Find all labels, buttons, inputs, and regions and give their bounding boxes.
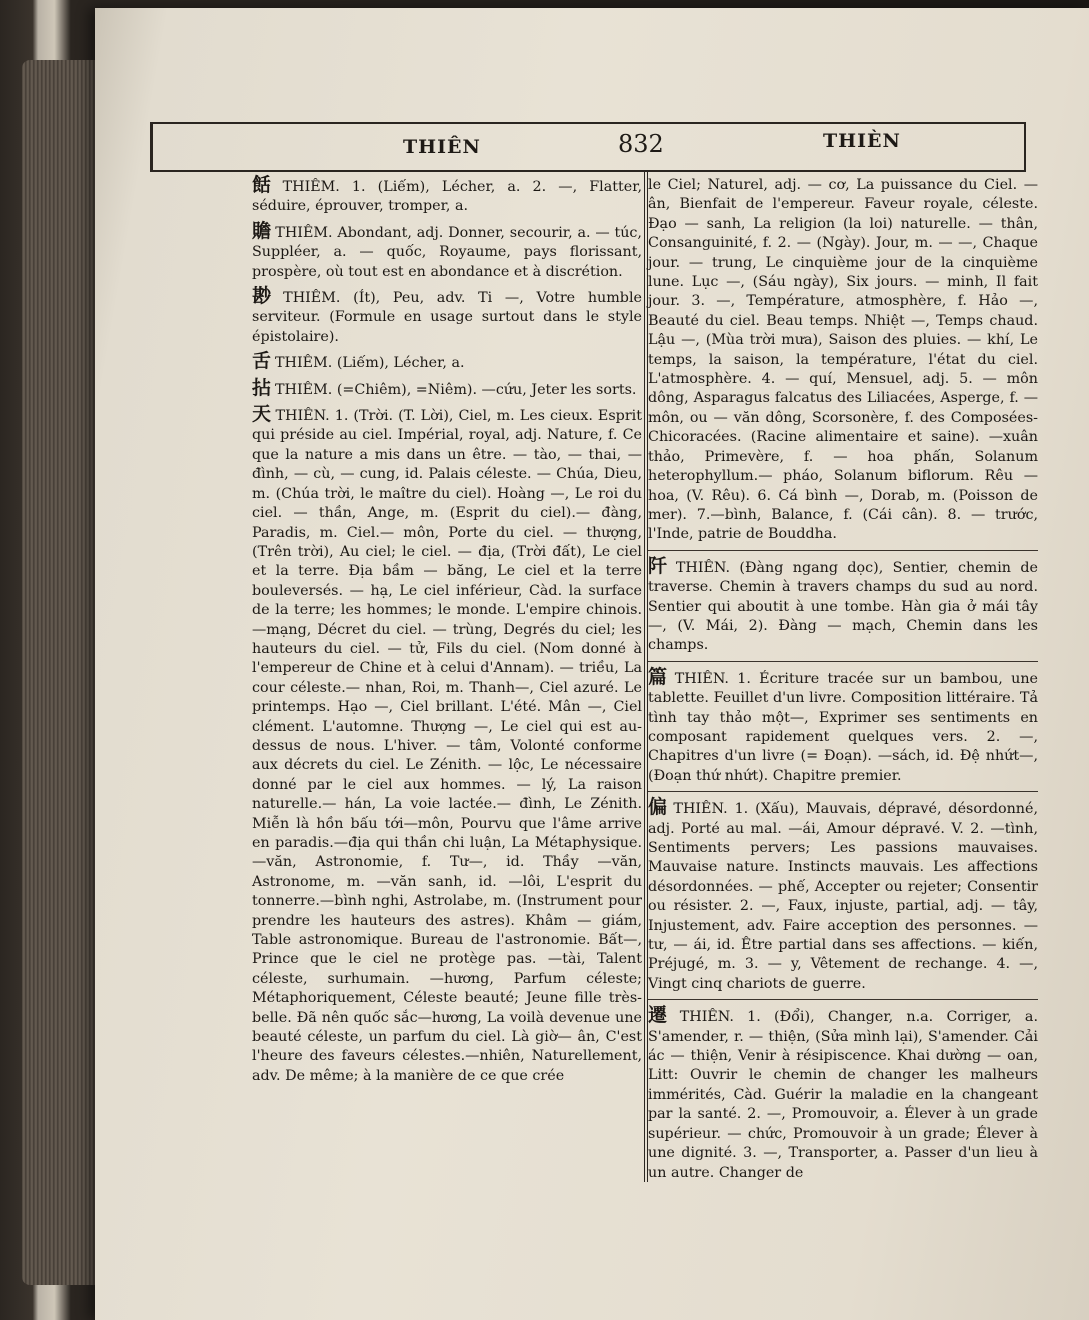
dictionary-entry [648,665,1038,786]
dictionary-entry [252,352,642,373]
dictionary-entry [648,1006,1038,1183]
entry-separator [648,999,1038,1000]
entry-text: THIÊN. 1. (Đổi), Changer, n.a. Corriger, a. S'amender, r. — thiện, (Sửa mình lại), S'amender. Cải ác — thiện, Venir à résipiscence. Khai dường — oan, Litt: Ouvrir le chemin de changer les malheurs immérités, Càd. Guérir la maladie en la changeant par la santé. 2. —, Promouvoir, a. Élever à un grade supérieur. — chức, Promouvoir à un grade; Élever à une dignité. 3. —, Transporter, a. Passer d'un lieu à un autre. Changer de [648,1009,1038,1181]
dictionary-entry [252,219,642,282]
dictionary-entry [648,554,1038,656]
han-character: 天 [252,403,272,426]
entry-separator [648,550,1038,551]
han-character: 偏 [648,796,670,819]
dictionary-entry [252,287,642,347]
entry-text: THIÊN. (Đàng ngang dọc), Sentier, chemin de traverse. Chemin à travers champs du sud au nord. Sentier qui aboutit à une tombe. Hàn gia ở mái tây —, (V. Mái, 2). Đàng — mạch, Chemin dans les champs. [648,559,1038,654]
entry-text: THIÊN. 1. Écriture tracée sur un bambou, une tablette. Feuillet d'un livre. Composition littéraire. Tả tình tay thảo một—, Exprimer ses sentiments en composant rapidement quelques vers. 2. —, Chapitres d'un livre (= Đoạn). —sách, id. Đệ nhứt—, (Đoạn thứ nhứt). Chapitre premier. [648,670,1038,784]
entry-text: THIÊM. Abondant, adj. Donner, secourir, a. — túc, Suppléer, a. — quốc, Royaume, pays florissant, prospère, où tout est en abondance et à discrétion. [252,224,642,280]
entry-text: THIÊM. (Ít), Peu, adv. Ti —, Votre humble serviteur. (Formule en usage surtout dans le style épistolaire). [252,290,642,345]
entry-text: le Ciel; Naturel, adj. — cơ, La puissance du Ciel. —ân, Bienfait de l'empereur. Faveur royale, céleste. Đạo — sanh, La religion (la loi) naturelle. — thân, Consanguinité, f. 2. — (Ngày). Jour, m. — —, Chaque jour. — trung, Le cinquième jour de la cinquième lune. Lục —, (Sáu ngày), Six jours. — minh, Il fait jour. 3. —, Température, atmosphère, f. Hảo —, Beauté du ciel. Beau temps. Nhiệt —, Temps chaud. Lậu —, (Mùa trời mưa), Saison des pluies. — khí, Le temps, la saison, la température, l'état du ciel. L'atmosphère. 4. — quí, Mensuel, adj. 5. — môn dông, Asparagus falcatus des Liliacées, Asperge, f. — môn, ou — văn dông, Scorsonère, f. des Composées-Chicoracées. (Racine alimentaire et saine). —xuân thảo, Primevère, f. — hoa phấn, Solanum heterophyllum.— pháo, Solanum biflorum. Rêu — hoa, (V. Rêu). 6. Cá bình —, Dorab, m. (Poisson de mer). 7.—bình, Balance, f. (Cái cân). 8. — trước, l'Inde, patrie de Bouddha. [648,177,1038,543]
entry-text: THIÊN. 1. (Trời. (T. Lời), Ciel, m. Les cieux. Esprit qui préside au ciel. Impérial, royal, adj. Nature, f. Ce que la nature a mis dans un être. — tào, — thai, — đình, — cù, — cung, id. Palais céleste. — Chúa, Dieu, m. (Chúa trời, le maître du ciel). Hoàng —, Le roi du ciel. — thần, Ange, m. (Esprit du ciel).— đàng, Paradis, m. Ciel.— môn, Porte du ciel. — thượng, (Trên trời), Au ciel; le ciel. — địa, (Trời đất), Le ciel et la terre. Địa bầm — băng, Le ciel et la terre bouleversés. — hạ, Le ciel inférieur, Càd. la surface de la terre; les hommes; le monde. L'empire chinois. —mạng, Décret du ciel. — trùng, Degrés du ciel; les hauteurs du ciel. — tử, Fils du ciel. (Nom donné à l'empereur de Chine et à celui d'Annam). — triều, La cour céleste.— nhan, Roi, m. Thanh—, Ciel azuré. Le printemps. Hạo —, Ciel brillant. L'été. Mân —, Ciel clément. L'automne. Thượng —, Le ciel qui est au-dessus de nous. L'hiver. — tâm, Volonté conforme aux décrets du ciel. Le Zénith. — lộc, Le nécessaire donné par le ciel aux hommes. — lý, La raison naturelle.— hán, La voie lactée.— đình, Le Zénith. Miễn là hồn bấu tới—môn, Pourvu que l'âme arrive en paradis.—địa qui thần chi luận, La Métaphysique. —văn, Astronomie, f. Tư—, id. Thầy —văn, Astronome, m. —văn sanh, id. —lôi, L'esprit du tonnerre.—bình nghi, Astrolabe, m. (Instrument pour prendre les hauteurs des astres). Khâm — giám, Table astronomique. Bureau de l'astronomie. Bất—, Prince que le ciel ne protège pas. —tài, Talent céleste, surhumain. —hương, Parfum céleste; Métaphoriquement, Céleste beauté; Jeune fille très-belle. Đã nên quốc sắc—hương, La voilà devenue une beauté céleste, un parfum du ciel. Là giờ— ân, C'est l'heure des faveurs célestes.—nhiên, Naturellement, adv. De même; à la manière de ce que crée [252,408,642,1084]
han-character: 拈 [252,376,272,399]
header-right-headword: THIÈN [823,130,901,152]
han-character: 尠 [252,285,280,308]
dictionary-entry [252,176,642,217]
entry-separator [648,791,1038,792]
book-page-edges [22,60,102,1285]
dictionary-entry [252,405,642,1086]
dictionary-entry [252,376,642,400]
running-header [150,122,1026,172]
entry-separator [648,661,1038,662]
han-character: 篇 [648,665,671,688]
han-character: 贍 [252,219,272,242]
han-character: 餂 [252,174,279,196]
left-column [252,176,642,1091]
right-column [648,176,1038,1188]
han-character: 舌 [252,350,272,373]
dictionary-entry-continued [648,176,1038,545]
entry-text: THIÊN. 1. (Xấu), Mauvais, dépravé, désordonné, adj. Porté au mal. —ái, Amour dépravé. V. 2. —tình, Sentiments pervers; Les passions mauvaises. Mauvaise nature. Instincts mauvais. Les affections désordonnées. — phế, Accepter ou rejeter; Consentir ou résister. 2. —, Faux, injuste, partial, adj. — tây, Injustement, adv. Faire acception des personnes. — tư, — ái, id. Être partial dans ses affections. — kiến, Préjugé, m. 3. — y, Vêtement de rechange. 4. —, Vingt cinq chariots de guerre. [648,801,1038,992]
han-character: 阡 [648,554,672,577]
han-character: 遷 [648,1004,676,1027]
header-left-headword: THIÊN [403,136,481,158]
dictionary-entry [648,798,1038,994]
page-number: 832 [618,130,664,158]
entry-text: THIÊM. 1. (Liếm), Lécher, a. 2. —, Flatter, séduire, éprouver, tromper, a. [252,179,642,215]
entry-text: THIÊM. (=Chiêm), =Niêm). —cứu, Jeter les sorts. [275,381,637,398]
entry-text: THIÊM. (Liếm), Lécher, a. [275,355,465,372]
